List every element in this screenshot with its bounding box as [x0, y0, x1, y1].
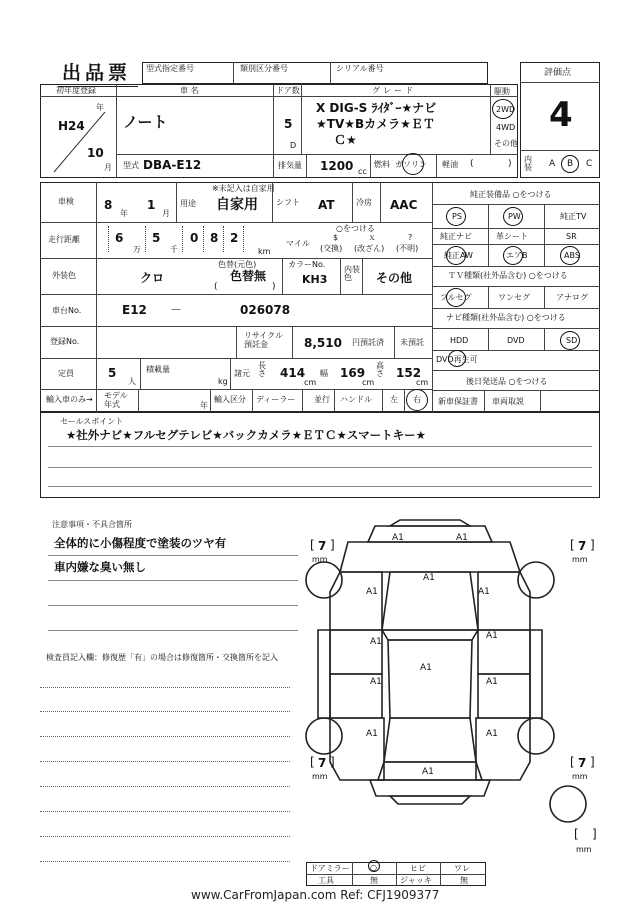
original-color: 色替無	[230, 269, 267, 283]
tread-spare-bracket-open: [	[574, 827, 579, 841]
model-value: DBA-E12	[143, 158, 202, 172]
drive-2wd: 2WD	[496, 105, 516, 114]
nav-hdd: HDD	[450, 336, 469, 345]
tread-rl-unit: mm	[312, 772, 328, 781]
tv-fullseg-circle	[446, 288, 466, 307]
equipment-title: 純正装備品 ○をつける	[470, 190, 552, 199]
length-label: 長さ	[258, 361, 266, 378]
registration-month: 10	[87, 146, 104, 160]
chassis-prefix: E12	[122, 303, 147, 317]
inspector-label: 検査員記入欄：修復歴「有」の場合は修復箇所・交換箇所を記入	[46, 653, 278, 662]
tread-rl-bracket-close: ]	[330, 755, 335, 769]
first-registration-label: 初年度登録	[56, 86, 96, 95]
model-label: 型式	[123, 161, 139, 170]
import-label: 輸入車のみ→	[46, 395, 93, 404]
door-mirror-circle	[368, 860, 380, 872]
drive-4wd: 4WD	[496, 123, 516, 132]
tread-rear-left: 7	[318, 756, 327, 770]
original-color-paren-open: (	[214, 282, 218, 292]
mileage-opt1: (交換)	[320, 244, 343, 253]
equip-leather: 革シート	[496, 232, 528, 241]
light-oil-paren-open: (	[470, 159, 474, 169]
load-label: 積載量	[146, 365, 170, 374]
usage-note: ※未記入は自家用	[212, 184, 275, 193]
dims-label: 諸元	[234, 369, 250, 378]
dealer-option: ディーラー	[256, 395, 296, 404]
dvd-playback: DVD再生可	[436, 355, 478, 364]
jack-value: 無	[460, 876, 468, 885]
tread-rr-unit: mm	[572, 772, 588, 781]
damage-mark-rear-bumper: A1	[422, 767, 434, 777]
equip-aw-circle	[446, 246, 466, 265]
model-cert-label: 型式指定番号	[146, 64, 194, 73]
equip-sr: SR	[566, 232, 577, 241]
model-year-unit: 年	[200, 401, 208, 410]
inspection-year-unit: 年	[120, 209, 128, 218]
tv-analog: アナログ	[556, 293, 588, 302]
equip-abs: ABS	[564, 251, 580, 260]
page-title: 出品票	[62, 62, 132, 84]
mileage-digit-2: 5	[152, 231, 161, 245]
grade-line-1: X DIG-S ﾗｲﾀﾞｰ★ナビ	[316, 101, 437, 115]
mileage-label: 走行距離	[48, 235, 80, 244]
score-label: 評価点	[544, 68, 572, 78]
watermark: www.CarFromJapan.com Ref: CFJ1909377	[188, 888, 442, 902]
tread-fr-bracket-close: ]	[590, 538, 595, 552]
import-class-label: 輸入区分	[214, 395, 246, 404]
tread-rr-bracket-close: ]	[590, 755, 595, 769]
tread-fl-bracket-open: [	[310, 538, 315, 552]
interior-a: A	[549, 159, 556, 169]
door-count-label: ドア数	[276, 86, 300, 95]
chassis-number: 026078	[240, 303, 291, 317]
height-unit: cm	[416, 378, 429, 387]
mileage-digit-4: 8	[210, 231, 219, 245]
load-unit: kg	[218, 377, 228, 386]
damage-mark-front-bumper-left: A1	[392, 533, 404, 543]
tread-fl-unit: mm	[312, 555, 328, 564]
nav-sd-circle	[560, 331, 580, 350]
grade-line-3: Ｃ★	[334, 133, 357, 147]
nav-dvd: DVD	[507, 336, 525, 345]
handle-left: 左	[390, 395, 398, 404]
damage-mark-roof: A1	[420, 663, 432, 673]
drive-2wd-circle	[492, 99, 514, 119]
jack-label: ジャッキ	[400, 876, 432, 885]
tread-fr-bracket-open: [	[570, 538, 575, 552]
height-value: 152	[396, 366, 422, 380]
displacement-label: 排気量	[278, 161, 302, 170]
car-diagram	[300, 512, 560, 862]
mileage-opt2: (改ざん)	[354, 244, 385, 253]
tools-label: 工具	[318, 876, 334, 885]
damage-mark-front-door-left: A1	[370, 637, 382, 647]
handle-label: ハンドル	[340, 395, 372, 404]
equip-airbag-circle	[503, 246, 523, 265]
inspection-month-unit: 月	[162, 209, 170, 218]
class-number-label: 類別区分番号	[240, 64, 288, 73]
recycle-not-paid: 未預託	[400, 338, 424, 347]
equip-aw: 純正AW	[444, 251, 473, 260]
model-year-label: モデル年式	[104, 391, 128, 409]
door-unit: D	[290, 141, 297, 150]
equip-ps-circle	[446, 207, 466, 226]
displacement-unit: cc	[358, 167, 367, 176]
recycle-amount: 8,510	[304, 336, 342, 350]
tread-rr-bracket-open: [	[570, 755, 575, 769]
capacity-label: 定員	[58, 369, 74, 378]
equip-nav: 純正ナビ	[440, 232, 472, 241]
shift-label: シフト	[276, 198, 300, 207]
mileage-digit-1: 6	[115, 231, 124, 245]
fuel-label: 燃料	[374, 160, 390, 169]
tread-rear-right: 7	[578, 756, 587, 770]
damage-mark-rear-fender-left: A1	[366, 729, 378, 739]
ac-value: AAC	[390, 198, 418, 212]
mileage-man: 万	[133, 245, 141, 254]
damage-mark-rear-door-right: A1	[486, 677, 498, 687]
registration-slash	[50, 110, 112, 176]
inspection-label: 車検	[58, 197, 74, 206]
damage-mark-front-fender-left: A1	[366, 587, 378, 597]
door-mirror-label: ドアミラー	[310, 864, 350, 873]
mileage-km: km	[258, 247, 271, 256]
tread-rl-bracket-open: [	[310, 755, 315, 769]
length-unit: cm	[304, 378, 317, 387]
equip-ps: PS	[452, 212, 462, 221]
mileage-digit-5: 2	[230, 231, 239, 245]
drive-label: 駆動	[494, 87, 510, 96]
interior-b: B	[567, 159, 574, 169]
chassis-label: 車台No.	[52, 306, 82, 315]
equip-pw-circle	[503, 207, 523, 226]
tread-front-left: 7	[318, 539, 327, 553]
fuel-circle	[402, 153, 424, 175]
nav-type-title: ナビ種類(社外品含む) ○をつける	[446, 313, 566, 322]
tread-fr-unit: mm	[572, 555, 588, 564]
door-mirror-value: ○	[370, 863, 377, 872]
tread-front-right: 7	[578, 539, 587, 553]
notes-line-2: 車内嫌な臭い無し	[54, 560, 146, 574]
fuel-value: ガソリン	[395, 160, 427, 169]
mileage-opt2-symbol: ｘ	[368, 233, 376, 242]
break-label: ワレ	[454, 864, 470, 873]
interior-c: C	[586, 159, 593, 169]
equip-tv: 純正TV	[560, 212, 587, 221]
dvd-playback-circle	[448, 350, 466, 367]
notes-label: 注意事項・不具合箇所	[52, 520, 132, 529]
mile-label: マイル	[286, 239, 310, 248]
ac-label: 冷房	[356, 198, 372, 207]
mileage-opt3-symbol: ?	[408, 233, 413, 242]
equip-pw: PW	[508, 212, 521, 221]
mileage-opt1-symbol: $	[333, 233, 339, 242]
tread-spare-unit: mm	[576, 845, 592, 854]
damage-mark-front-fender-right: A1	[478, 587, 490, 597]
registration-year: H24	[58, 119, 85, 133]
sales-points-text: ★社外ナビ★フルセグテレビ★バックカメラ★ＥＴＣ★スマートキー★	[66, 428, 426, 442]
grade-label: グレード	[372, 86, 416, 95]
equip-airbag: エアB	[506, 251, 528, 260]
spare-tire	[546, 782, 590, 826]
color-code: KH3	[302, 273, 328, 286]
damage-mark-front-door-right: A1	[486, 631, 498, 641]
crack-label: ヒビ	[410, 864, 426, 873]
length-value: 414	[280, 366, 306, 380]
tread-spare-bracket-close: ]	[592, 827, 597, 841]
score-value: 4	[549, 95, 573, 135]
recycle-unit: 円預託済	[352, 338, 384, 347]
displacement-value: 1200	[320, 159, 354, 173]
handle-right: 右	[413, 395, 421, 404]
interior-label: 内装	[524, 155, 532, 172]
mileage-circle-note: ○をつける	[336, 224, 375, 233]
damage-mark-rear-fender-right: A1	[486, 729, 498, 739]
mileage-opt3: (不明)	[396, 244, 419, 253]
inspection-month: 1	[147, 198, 156, 212]
width-unit: cm	[362, 378, 375, 387]
sales-points-label: セールスポイント	[60, 417, 124, 426]
grade-line-2: ★TV★Bカメラ★ＥＴ	[316, 117, 435, 131]
handle-right-circle	[406, 389, 428, 411]
light-oil-label: 軽油	[442, 160, 458, 169]
exterior-color: クロ	[140, 271, 165, 285]
tread-fl-bracket-close: ]	[330, 538, 335, 552]
width-value: 169	[340, 366, 366, 380]
height-label: 高さ	[376, 361, 384, 378]
car-name-label: 車 名	[180, 86, 199, 95]
serial-number-label: シリアル番号	[336, 64, 384, 73]
color-code-label: カラーNo.	[288, 260, 326, 269]
interior-color-label: 内装色	[344, 265, 360, 282]
registration-number-label: 登録No.	[50, 337, 80, 346]
nav-sd: SD	[566, 336, 578, 345]
damage-mark-hood: A1	[423, 573, 435, 583]
tv-type-title: ＴＶ種類(社外品含む) ○をつける	[448, 271, 568, 280]
tools-value: 無	[370, 876, 378, 885]
interior-color: その他	[376, 271, 413, 285]
original-color-label: 色替(元色)	[218, 260, 257, 269]
shift-value: AT	[318, 198, 335, 212]
mileage-digit-3: 0	[190, 231, 199, 245]
damage-mark-front-bumper-right: A1	[456, 533, 468, 543]
width-label: 幅	[320, 369, 328, 378]
door-count: 5	[284, 117, 293, 131]
damage-mark-rear-door-left: A1	[370, 677, 382, 687]
car-name: ノート	[123, 113, 168, 131]
inspection-year: 8	[104, 198, 113, 212]
mileage-sen: 千	[170, 245, 178, 254]
registration-month-unit: 月	[104, 163, 112, 172]
capacity-value: 5	[108, 366, 117, 380]
drive-other: その他	[494, 139, 518, 148]
light-oil-paren-close: )	[508, 159, 512, 169]
original-color-paren-close: )	[272, 282, 276, 292]
parallel-option: 並行	[314, 395, 330, 404]
chassis-dash: －	[170, 303, 183, 317]
after-manual: 車両取説	[492, 397, 524, 406]
usage-label: 用途	[180, 199, 196, 208]
notes-line-1: 全体的に小傷程度で塗装のツヤ有	[54, 536, 227, 550]
equip-abs-circle	[560, 246, 580, 265]
tv-oneseg: ワンセグ	[498, 293, 530, 302]
exterior-color-label: 外装色	[52, 271, 76, 280]
usage-value: 自家用	[216, 197, 258, 213]
tv-fullseg: フルセグ	[440, 293, 472, 302]
after-warranty: 新車保証書	[438, 397, 478, 406]
capacity-unit: 人	[128, 377, 136, 386]
after-ship-title: 後日発送品 ○をつける	[466, 377, 548, 386]
interior-b-circle	[561, 155, 579, 173]
recycle-label: リサイクル預託金	[244, 331, 283, 349]
registration-year-unit: 年	[96, 103, 104, 112]
